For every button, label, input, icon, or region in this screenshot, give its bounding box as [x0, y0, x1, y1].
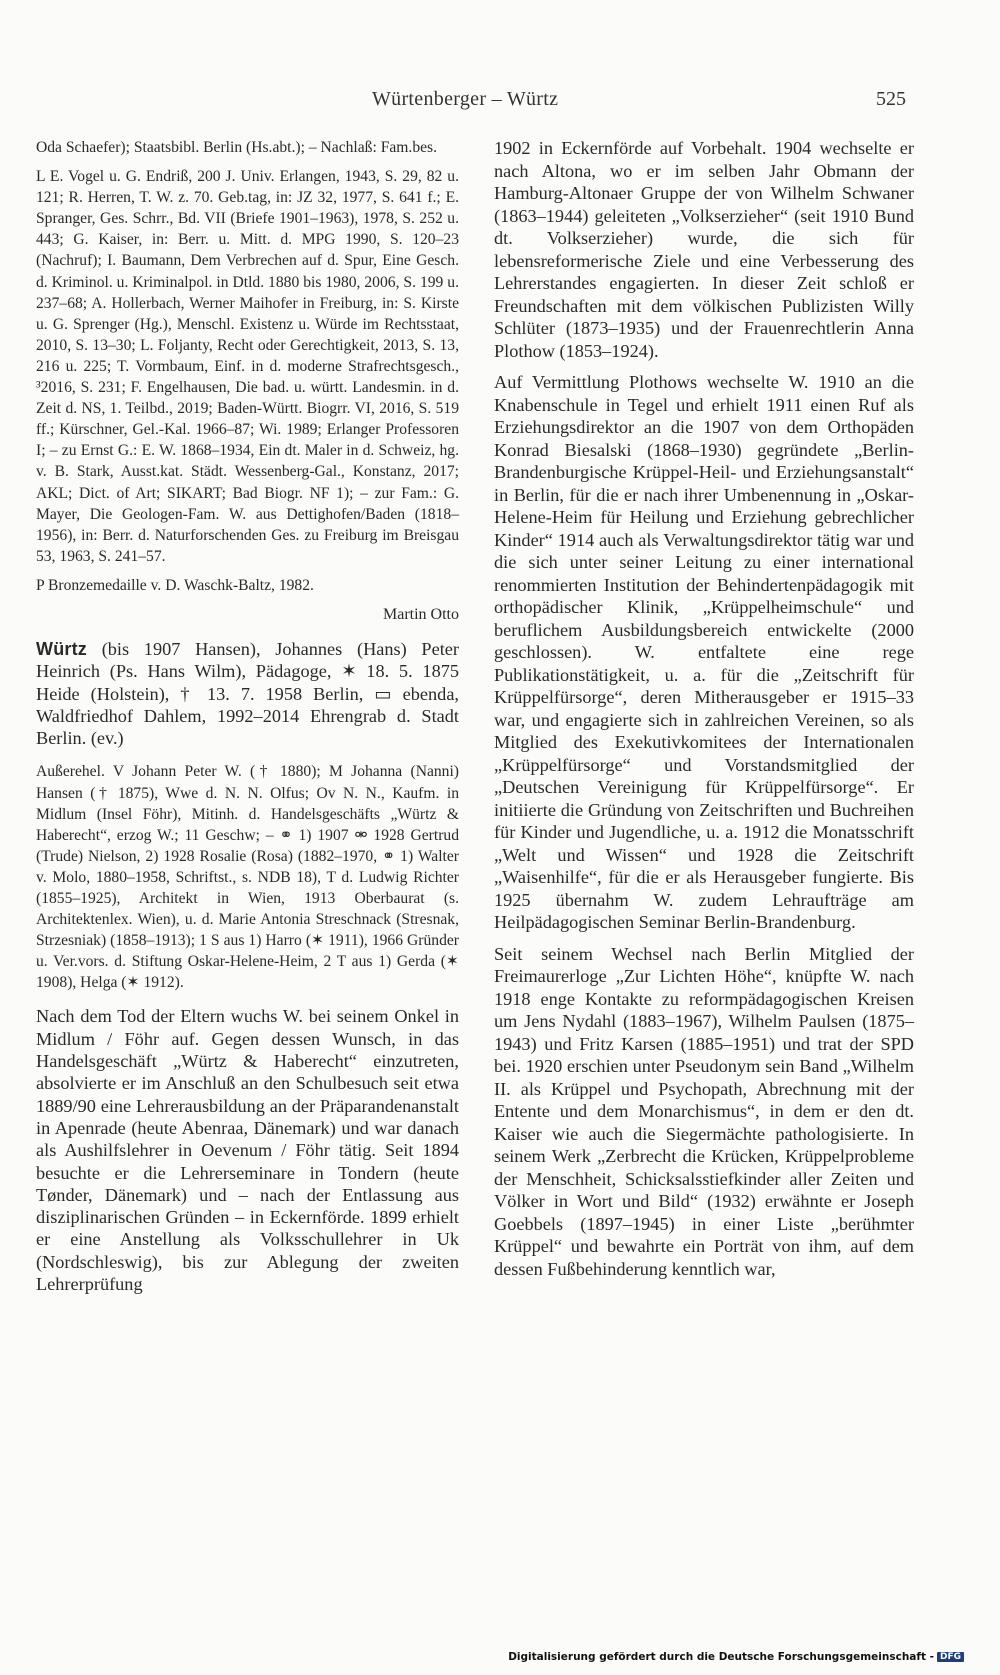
- credit-text: Digitalisierung gefördert durch die Deutsche Forschungsgemeinschaft -: [508, 1651, 934, 1663]
- page-header: [0, 88, 1000, 116]
- right-column: [494, 137, 914, 1280]
- body-paragraph: Auf Vermittlung Plothows wechselte W. 1910 an die Knabenschule in Tegel und erhielt 1911 einen Ruf als Erziehungsdirektor an die 1907 von dem Orthopäden Konrad Biesalski (1868–1930) gegründete „Berlin-Brandenburgische Krüppel-Heil- und Erziehungsanstalt“ in Berlin, für die er nach ihrer Umbenennung in „Oskar-Helene-Heim für Heilung und Erziehung gebrechlicher Kinder“ 1914 auch als Verwaltungsdirektor tätig war und die sich unter seiner Leitung zu einer international renommierten Institution der Behindertenpädagogik mit orthopädischer Klinik, „Krüppelheimschule“ und beruflichem Ausbildungsbereich entwickelte (2000 geschlossen). W. entfaltete eine rege Publikationstätigkeit, u. a. für die „Zeitschrift für Krüppelfürsorge“, deren Mitherausgeber er 1915–33 war, und engagierte sich in zahlreichen Vereinen, so als Mitglied des Exekutivkomitees der Internationalen „Krüppelfürsorge“ und Vorstandsmitglied der „Deutschen Vereinigung für Krüppelfürsorge“. Er initiierte die Gründung von Zeitschriften und Buchreihen für Kinder und Jugendliche, u. a. 1912 die Monatsschrift „Welt und Wissen“ und 1928 die Zeitschrift „Waisenhilfe“, für die er als Herausgeber fungierte. Bis 1925 übernahm W. zudem Lehraufträge am Heilpädagogischen Seminar Berlin-Brandenburg.: [494, 372, 914, 932]
- lemma-entry: [36, 638, 459, 749]
- dfg-logo: DFG: [937, 1652, 964, 1662]
- previous-entry-sources: Oda Schaefer); Staatsbibl. Berlin (Hs.abt.); – Nachlaß: Fam.bes.: [36, 139, 437, 156]
- lemma-details: (bis 1907 Hansen), Johannes (Hans) Peter Heinrich (Ps. Hans Wilm), Pädagoge, ✶ 18. 5. 1875 Heide (Holstein), † 13. 7. 1958 Berlin, ▭ ebenda, Waldfriedhof Dahlem, 1992–2014 Ehrengrab d. Stadt Berlin. (ev.): [36, 638, 459, 749]
- literature-list: L E. Vogel u. G. Endriß, 200 J. Univ. Erlangen, 1943, S. 29, 82 u. 121; R. Herren, T. W. z. 70. Geb.tag, in: JZ 32, 1977, S. 641 f.; E. Spranger, Ges. Schrr., Bd. VII (Briefe 1901–1963), 1978, S. 252 u. 443; G. Kaiser, in: Berr. u. Mitt. d. MPG 1990, S. 120–23 (Nachruf); I. Baumann, Dem Verbrechen auf d. Spur, Eine Gesch. d. Kriminol. u. Kriminalpol. in Dtld. 1880 bis 1980, 2006, S. 199 u. 237–68; A. Hollerbach, Werner Maihofer in Freiburg, in: S. Kirste u. G. Sprenger (Hg.), Menschl. Existenz u. Würde im Rechtsstaat, 2010, S. 13–30; L. Foljanty, Recht oder Gerechtigkeit, 2013, S. 13, 216 u. 225; T. Vormbaum, Einf. in d. moderne Strafrechtsgesch., ³2016, S. 231; F. Engelhausen, Die bad. u. württ. Landesmin. in d. Zeit d. NS, 1. Teilbd., 2019; Baden-Württ. Biogrr. VI, 2016, S. 519 ff.; Kürschner, Gel.-Kal. 1966–87; Wi. 1989; Erlanger Professoren I; – zu Ernst G.: E. W. 1868–1934, Ein dt. Maler in d. Schweiz, hg. v. B. Stark, Ausst.kat. Städt. Wessenberg-Gal., Konstanz, 2017; AKL; Dict. of Art; SIKART; Bad Biogr. NF 1); – zur Fam.: G. Mayer, Die Geologen-Fam. W. aus Dettighofen/Baden (1818–1956), in: Berr. d. Naturforschenden Ges. zu Freiburg im Breisgau 53, 1963, S. 241–57.: [36, 168, 459, 565]
- portrait-note: P Bronzemedaille v. D. Waschk-Baltz, 1982.: [36, 576, 314, 594]
- left-column: [36, 137, 459, 1295]
- digitization-credit: [508, 1651, 964, 1663]
- body-paragraph: Nach dem Tod der Eltern wuchs W. bei seinem Onkel in Midlum / Föhr auf. Gegen dessen Wunsch, in das Handelsgeschäft „Würtz & Haberecht“ einzutreten, absolvierte er im Anschluß an den Schulbesuch seit etwa 1889/90 eine Lehrerausbildung an der Präparandenanstalt in Apenrade (heute Abenraa, Dänemark) und war danach als Aushilfslehrer in Oevenum / Föhr tätig. Seit 1894 besuchte er die Lehrerseminare in Tondern (heute Tønder, Dänemark) und – nach der Entlassung aus disziplinarischen Gründen – in Eckernförde. 1899 erhielt er eine Anstellung als Volksschullehrer in Uk (Nordschleswig), bis zur Ablegung der zweiten Lehrerprüfung: [36, 1006, 459, 1295]
- page-footer: [0, 1647, 1000, 1675]
- body-paragraph: 1902 in Eckernförde auf Vorbehalt. 1904 wechselte er nach Altona, wo er im selben Jahr Obmann der Hamburg-Altonaer Gruppe der von Wilhelm Schwaner (1863–1944) geleiteten „Volkserzieher“ (seit 1910 Bund dt. Volkserzieher) wurde, die sich für lebensreformerische Ziele und eine Verbesserung des Lehrerstandes engagierten. In dieser Zeit schloß er Freundschaften mit dem völkischen Publizisten Willy Schlüter (1873–1935) und der Frauenrechtlerin Anna Plothow (1853–1924).: [494, 138, 914, 361]
- body-paragraph: Seit seinem Wechsel nach Berlin Mitglied der Freimaurerloge „Zur Lichten Höhe“, knüpfte W. nach 1918 enge Kontakte zu reformpädagogischen Kreisen um Jens Nydahl (1883–1967), Wilhelm Paulsen (1875–1943) und Fritz Karsen (1885–1951) und trat der SPD bei. 1920 erschien unter Pseudonym sein Band „Wilhelm II. als Krüppel und Psychopath, Abrechnung mit der Entente und dem Monarchismus“, in dem er den dt. Kaiser wie auch die Siegermächte pathologisierte. In seinem Werk „Zerbrecht die Krücken, Krüppelprobleme der Menschheit, Schicksalsstiefkinder aller Zeiten und Völker in Wort und Bild“ (1932) erwähnte er Joseph Goebbels (1897–1945) in einer Liste „berühmter Krüppel“ und bewahrte ein Porträt von ihm, auf dem dessen Fußbehinderung kenntlich war,: [494, 943, 914, 1279]
- page-number: 525: [876, 88, 906, 110]
- article-author: Martin Otto: [383, 605, 459, 623]
- running-head: Würtenberger – Würtz: [372, 88, 559, 110]
- lemma-name: Würtz: [36, 638, 87, 659]
- genealogy-block: Außerehel. V Johann Peter W. († 1880); M Johanna (Nanni) Hansen († 1875), Wwe d. N. N. Olfus; Ov N. N., Kaufm. in Midlum (Insel Föhr), Mitinh. d. Handelsgeschäfts „Würtz & Haberecht“, erzog W.; 11 Geschw; – ⚭ 1) 1907 ⚮ 1928 Gertrud (Trude) Nielson, 2) 1928 Rosalie (Rosa) (1882–1970, ⚭ 1) Walter v. Molo, 1880–1958, Schriftst., s. NDB 18), T d. Ludwig Richter (1855–1925), Architekt in Wien, 1913 Oberbaurat (s. Architektenlex. Wien), u. d. Marie Antonia Streschnack (Stresnak, Strzesniak) (1858–1913); 1 S aus 1) Harro (✶ 1911), 1966 Gründer u. Ver.vors. d. Stiftung Oskar-Helene-Heim, 2 T aus 1) Gerda (✶ 1908), Helga (✶ 1912).: [36, 763, 459, 992]
